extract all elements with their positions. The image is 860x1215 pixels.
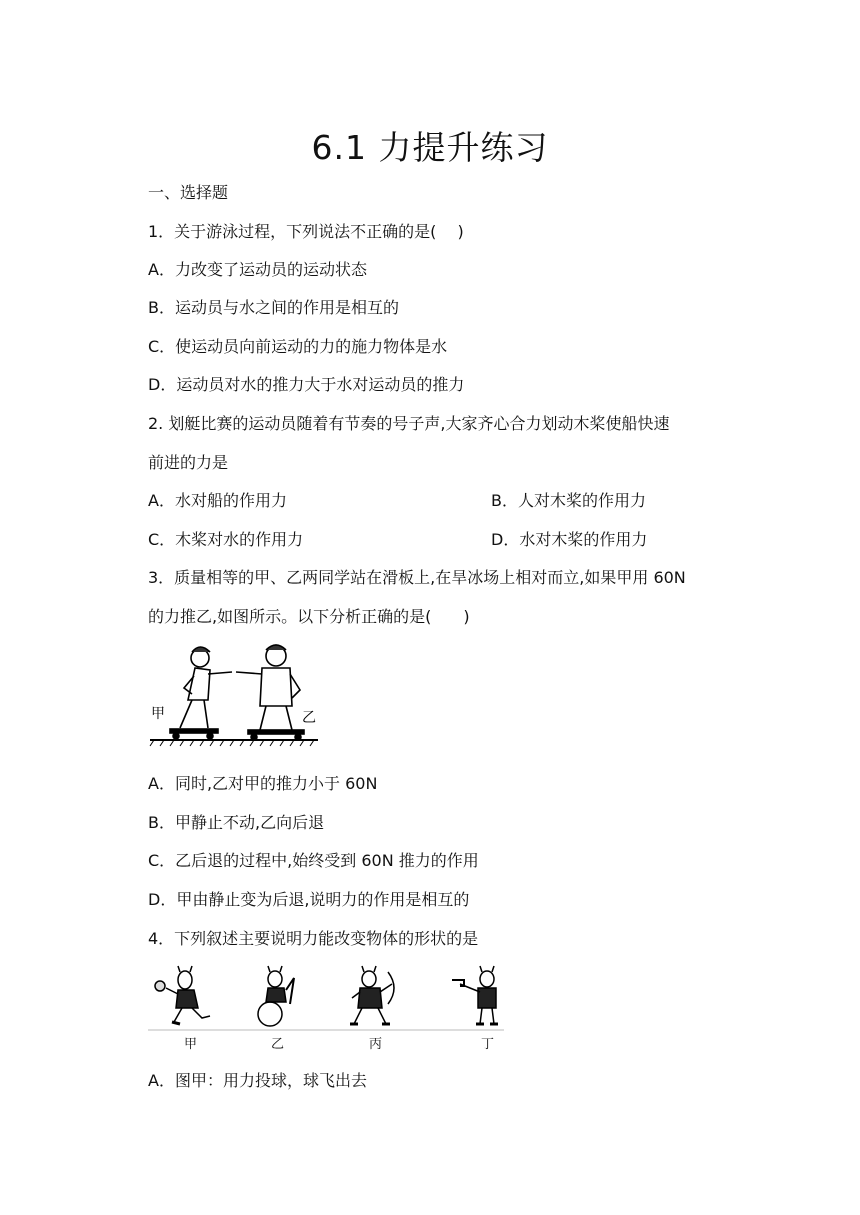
q2-stem-line1: 2. 划艇比赛的运动员随着有节奏的号子声,大家齐心合力划动木桨使船快速 [148, 414, 670, 433]
q3-option-a: A．同时,乙对甲的推力小于 60N [148, 774, 378, 793]
caption-ding: 丁 [481, 1037, 495, 1052]
q2-option-c: C．木桨对水的作用力 [148, 530, 304, 549]
q1-option-c: C．使运动员向前运动的力的施力物体是水 [148, 337, 448, 356]
q1-option-a: A．力改变了运动员的运动状态 [148, 260, 367, 279]
q4-stem: 4．下列叙述主要说明力能改变物体的形状的是 [148, 929, 479, 948]
q2-stem-line2: 前进的力是 [148, 453, 229, 472]
figure-label-jia: 甲 [151, 706, 165, 722]
q1-option-d: D．运动员对水的推力大于水对运动员的推力 [148, 375, 465, 394]
q2-option-b: B．人对木桨的作用力 [491, 491, 646, 510]
q3-option-c: C．乙后退的过程中,始终受到 60N 推力的作用 [148, 851, 479, 870]
q3-option-d: D．甲由静止变为后退,说明力的作用是相互的 [148, 890, 470, 909]
skaters-illustration [148, 642, 320, 748]
q4-option-a: A．图甲：用力投球，球飞出去 [148, 1071, 367, 1090]
caption-yi: 乙 [271, 1037, 285, 1052]
q3-stem-line1: 3．质量相等的甲、乙两同学站在滑板上,在旱冰场上相对而立,如果甲用 60N [148, 568, 686, 587]
caption-jia: 甲 [184, 1037, 198, 1052]
goat-illustrations [148, 964, 504, 1034]
goat-figures [148, 964, 504, 1052]
page-title: 6.1 力提升练习 [311, 128, 549, 167]
figure-label-yi: 乙 [302, 710, 316, 726]
q3-stem-line2: 的力推乙,如图所示。以下分析正确的是( ) [148, 607, 470, 626]
q1-stem: 1．关于游泳过程，下列说法不正确的是( ) [148, 222, 464, 241]
q2-option-a: A．水对船的作用力 [148, 491, 287, 510]
q1-option-b: B．运动员与水之间的作用是相互的 [148, 298, 399, 317]
q2-option-d: D．水对木桨的作用力 [491, 530, 648, 549]
section-heading: 一、选择题 [148, 183, 229, 202]
skaters-figure [148, 642, 320, 748]
q3-option-b: B．甲静止不动,乙向后退 [148, 813, 325, 832]
caption-bing: 丙 [369, 1037, 383, 1052]
